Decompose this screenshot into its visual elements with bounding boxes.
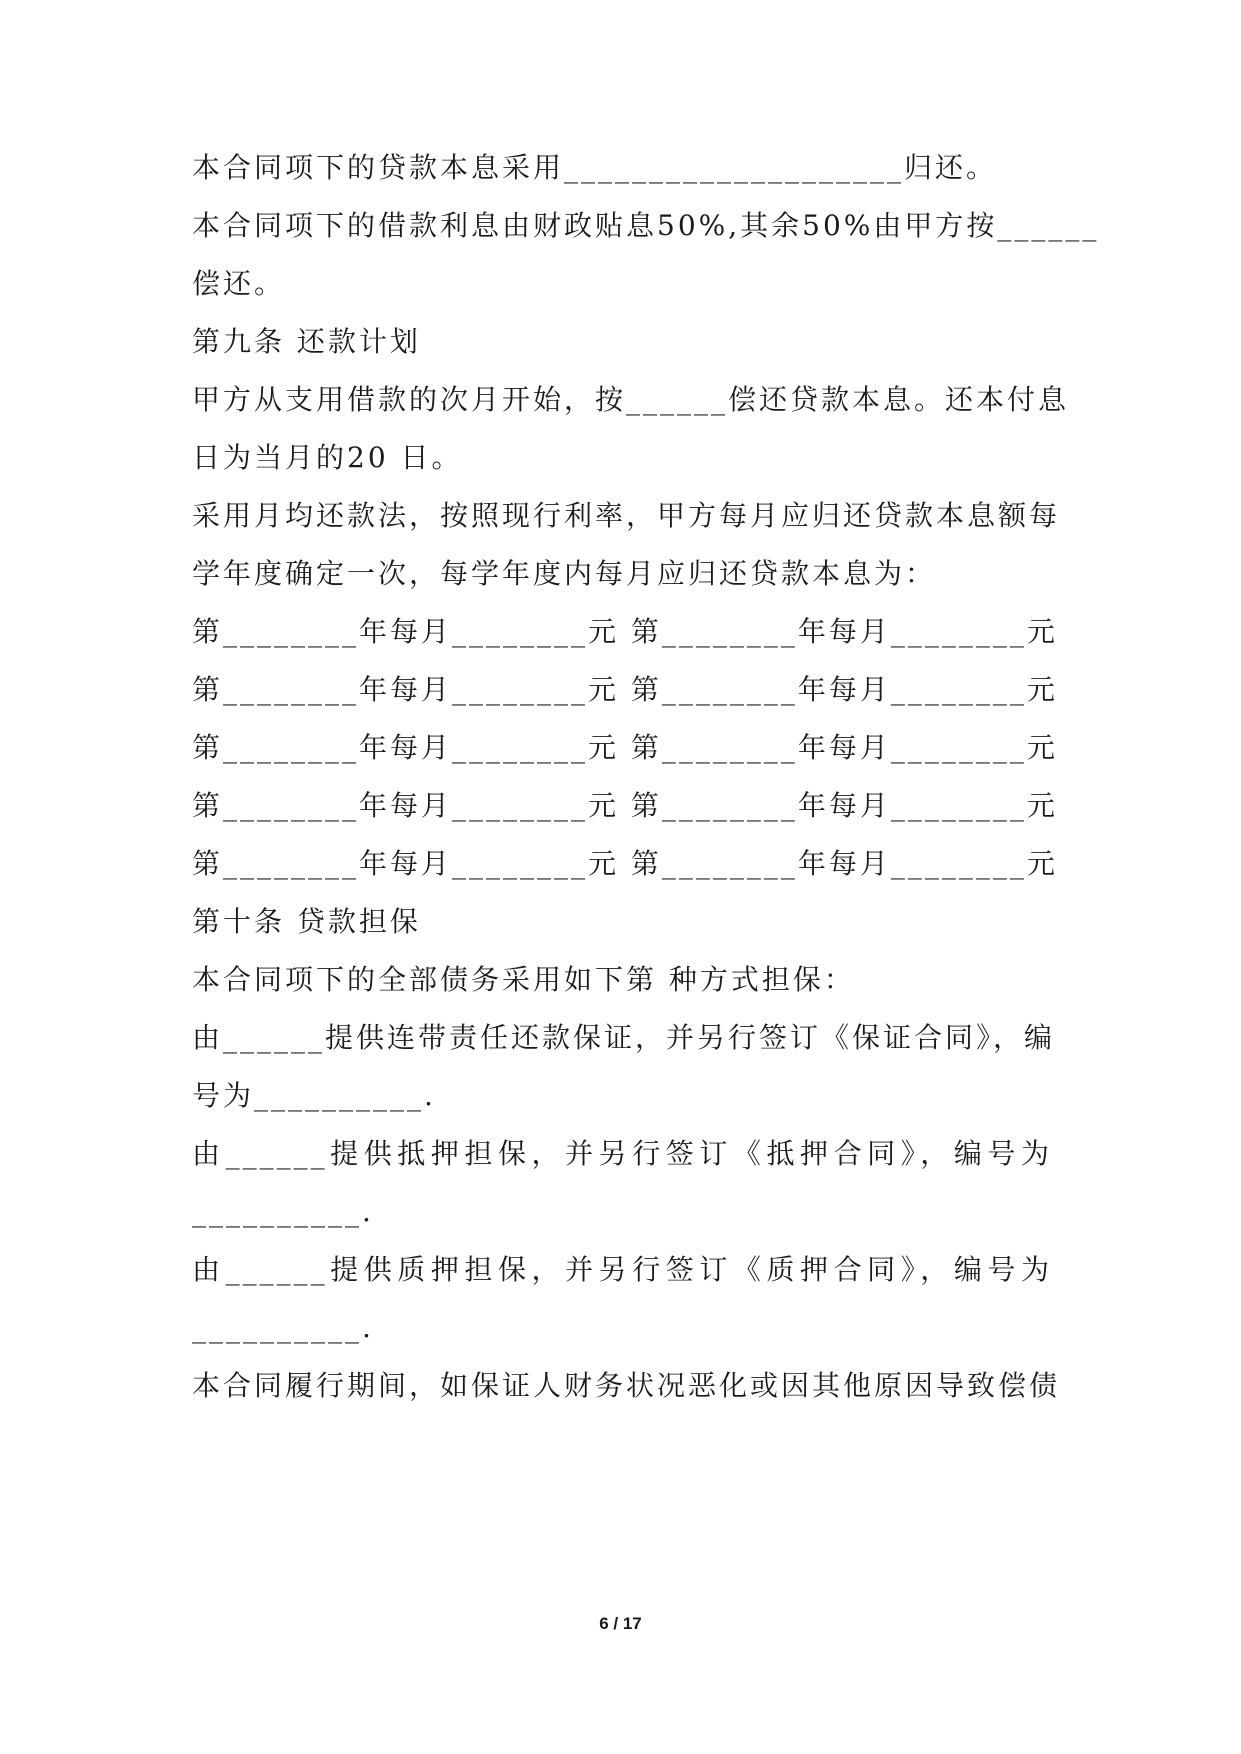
text-line: 由______提供质押担保，并另行签订《质押合同》，编号为 <box>192 1253 1052 1286</box>
text-line: 日为当月的20 日。 <box>192 441 463 474</box>
text-line: 甲方从支用借款的次月开始，按______偿还贷款本息。还本付息 <box>192 383 1070 416</box>
text-line: 本合同项下的贷款本息采用____________________归还。 <box>192 151 998 184</box>
text-line: 偿还。 <box>192 267 286 300</box>
repayment-schedule-row: 第________年每月________元 第________年每月________元 <box>192 847 1058 880</box>
text-line: 本合同履行期间，如保证人财务状况恶化或因其他原因导致偿债 <box>192 1369 1061 1402</box>
text-line: 本合同项下的全部债务采用如下第 种方式担保： <box>192 963 855 996</box>
repayment-schedule-row: 第________年每月________元 第________年每月________元 <box>192 615 1058 648</box>
repayment-schedule-row: 第________年每月________元 第________年每月________元 <box>192 673 1058 706</box>
text-line: 由______提供连带责任还款保证，并另行签订《保证合同》，编 <box>192 1021 1056 1054</box>
section-heading: 第十条 贷款担保 <box>192 905 421 938</box>
repayment-schedule-row: 第________年每月________元 第________年每月________元 <box>192 731 1058 764</box>
text-line: __________. <box>192 1311 374 1344</box>
text-line: 本合同项下的借款利息由财政贴息50%,其余50%由甲方按______ <box>192 209 1100 242</box>
text-line: 由______提供抵押担保，并另行签订《抵押合同》，编号为 <box>192 1137 1052 1170</box>
text-line: 学年度确定一次，每学年度内每月应归还贷款本息为： <box>192 557 937 590</box>
page-number: 6 / 17 <box>599 1614 642 1633</box>
text-line: __________. <box>192 1195 374 1228</box>
section-heading: 第九条 还款计划 <box>192 325 421 358</box>
repayment-schedule-row: 第________年每月________元 第________年每月________元 <box>192 789 1058 822</box>
text-line: 号为__________. <box>192 1079 436 1112</box>
text-line: 采用月均还款法，按照现行利率，甲方每月应归还贷款本息额每 <box>192 499 1061 532</box>
